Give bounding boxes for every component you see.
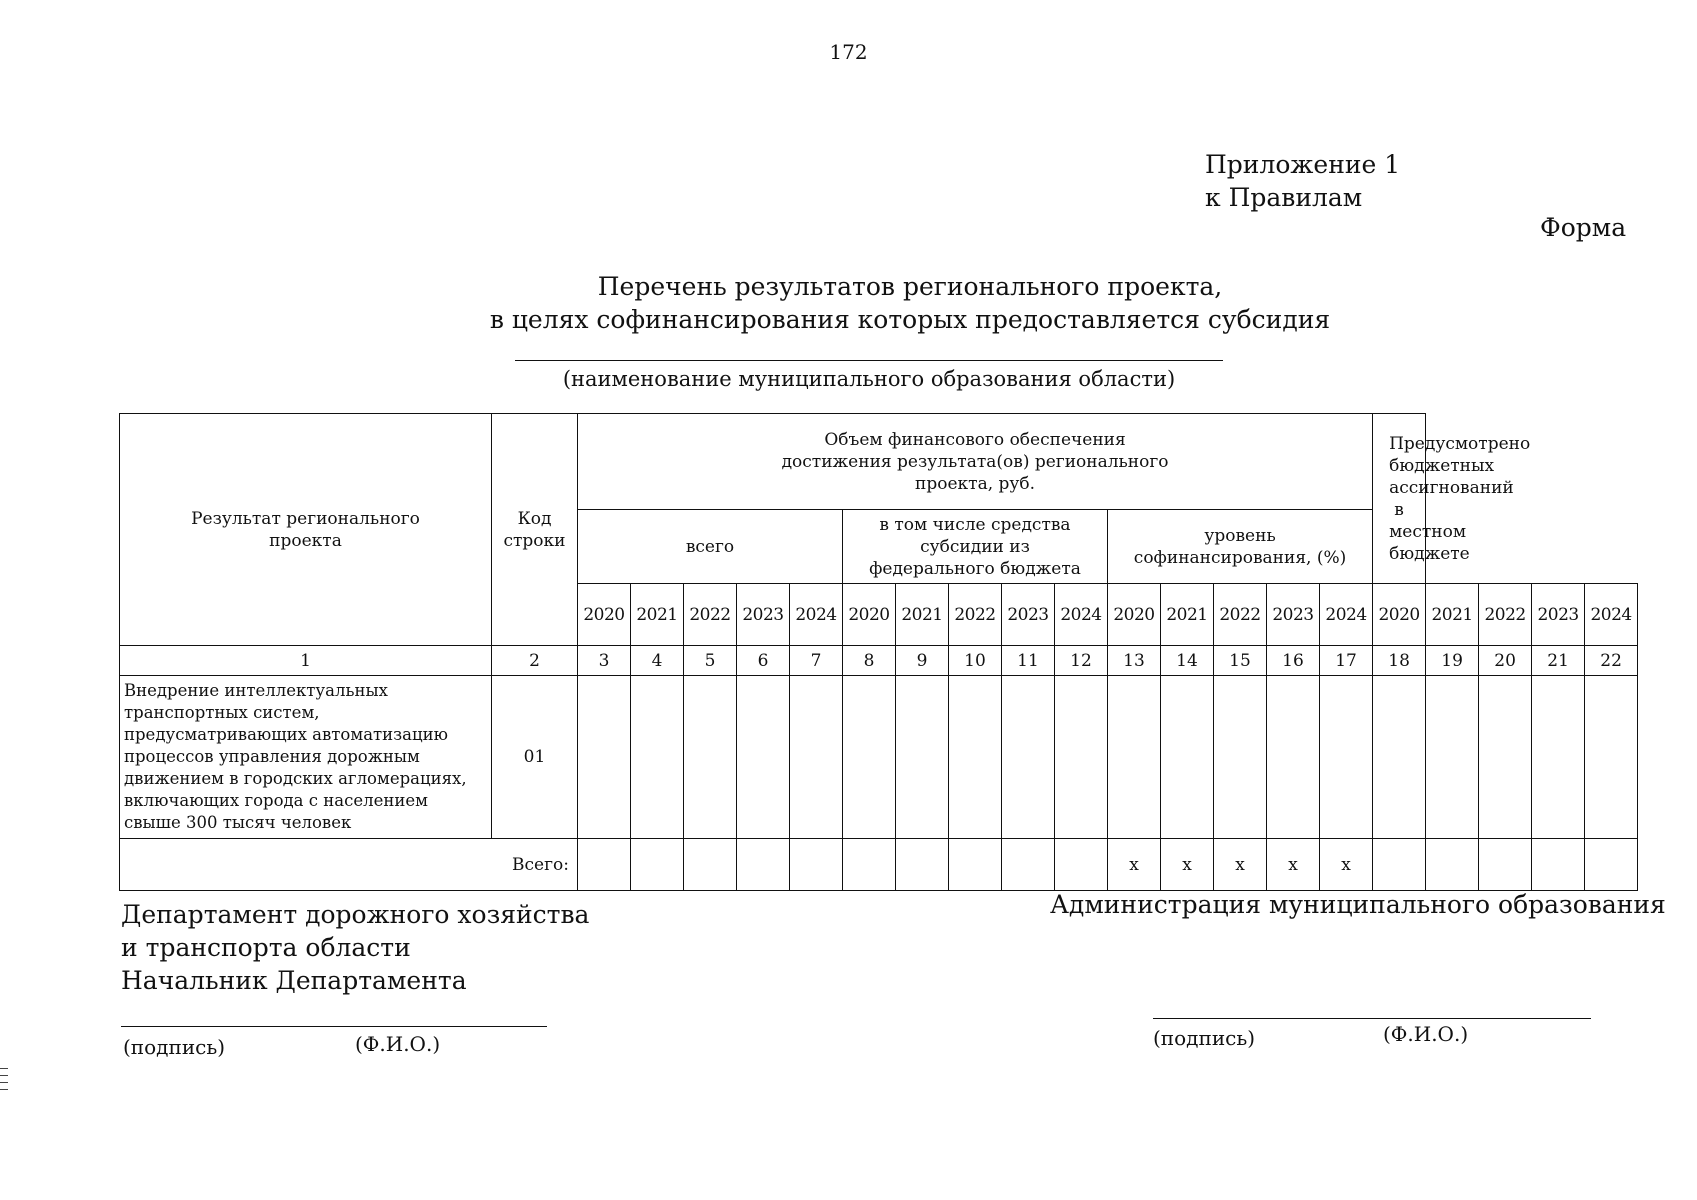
column-number: 3 (578, 646, 631, 676)
data-cell[interactable] (790, 839, 843, 891)
year-cell: 2024 (790, 584, 843, 646)
data-cell[interactable] (737, 676, 790, 839)
department-head: Начальник Департамента (121, 966, 467, 995)
year-cell: 2021 (631, 584, 684, 646)
column-number: 15 (1214, 646, 1267, 676)
x-mark: x (1161, 839, 1214, 891)
year-cell: 2021 (896, 584, 949, 646)
column-number: 21 (1532, 646, 1585, 676)
data-cell[interactable] (949, 676, 1002, 839)
year-cell: 2021 (1161, 584, 1214, 646)
column-number: 18 (1373, 646, 1426, 676)
column-number: 14 (1161, 646, 1214, 676)
data-cell[interactable] (1214, 676, 1267, 839)
right-sign-caption: (подпись) (1153, 1026, 1256, 1050)
data-cell[interactable] (843, 839, 896, 891)
year-cell: 2023 (1002, 584, 1055, 646)
data-cell[interactable] (1426, 839, 1479, 891)
left-signature-line (121, 1026, 547, 1027)
header-cofinancing-level: уровень софинансирования, (%) (1108, 510, 1373, 584)
data-cell[interactable] (1267, 676, 1320, 839)
data-cell[interactable] (896, 676, 949, 839)
column-number: 1 (120, 646, 492, 676)
year-cell: 2020 (843, 584, 896, 646)
appendix-line-2: к Правилам (1205, 183, 1363, 212)
data-cell[interactable] (578, 676, 631, 839)
year-cell: 2022 (1214, 584, 1267, 646)
column-number: 11 (1002, 646, 1055, 676)
page-number: 172 (829, 40, 868, 64)
department-line-1: Департамент дорожного хозяйства (121, 900, 590, 929)
data-cell[interactable] (684, 839, 737, 891)
data-cell[interactable] (631, 676, 684, 839)
document-title (380, 270, 1440, 336)
column-number: 19 (1426, 646, 1479, 676)
x-mark: x (1108, 839, 1161, 891)
data-cell[interactable] (1479, 676, 1532, 839)
title-line-2: в целях софинансирования которых предоставляется субсидия (489, 305, 1331, 334)
year-cell: 2022 (684, 584, 737, 646)
data-cell[interactable] (1532, 676, 1585, 839)
year-cell: 2024 (1585, 584, 1638, 646)
total-row (120, 839, 1638, 891)
year-cell: 2022 (1479, 584, 1532, 646)
margin-mark (0, 1068, 8, 1092)
year-cell: 2020 (1108, 584, 1161, 646)
right-name-caption: (Ф.И.О.) (1383, 1022, 1469, 1046)
year-cell: 2021 (1426, 584, 1479, 646)
column-numbers-row (120, 646, 1638, 676)
x-mark: x (1320, 839, 1373, 891)
year-cell: 2024 (1320, 584, 1373, 646)
data-cell[interactable] (843, 676, 896, 839)
data-cell[interactable] (1055, 676, 1108, 839)
column-number: 10 (949, 646, 1002, 676)
x-mark: x (1214, 839, 1267, 891)
header-total: всего (578, 510, 843, 584)
header-financing-group: Объем финансового обеспечения достижения результата(ов) регионального проекта, руб. (578, 414, 1373, 510)
header-code: Код строки (492, 414, 578, 646)
municipal-administration: Администрация муниципального образования (1050, 890, 1666, 919)
data-cell[interactable] (790, 676, 843, 839)
data-cell[interactable] (1002, 839, 1055, 891)
data-cell[interactable] (1373, 839, 1426, 891)
x-mark: x (1267, 839, 1320, 891)
appendix-line-1: Приложение 1 (1205, 150, 1401, 179)
year-cell: 2020 (578, 584, 631, 646)
result-description: Внедрение интеллектуальных транспортных систем, предусматривающих автоматизацию процессов управления дорожным движением в городских агломерациях, включающих города с населением свыше 300 тысяч человек (120, 676, 492, 839)
column-number: 7 (790, 646, 843, 676)
data-cell[interactable] (896, 839, 949, 891)
year-cell: 2022 (949, 584, 1002, 646)
column-number: 8 (843, 646, 896, 676)
header-federal-subsidy: в том числе средства субсидии из федерального бюджета (843, 510, 1108, 584)
column-number: 4 (631, 646, 684, 676)
year-cell: 2024 (1055, 584, 1108, 646)
year-cell: 2023 (737, 584, 790, 646)
column-number: 9 (896, 646, 949, 676)
form-label: Форма (1540, 213, 1627, 242)
column-number: 17 (1320, 646, 1373, 676)
column-number: 20 (1479, 646, 1532, 676)
department-line-2: и транспорта области (121, 933, 411, 962)
column-number: 6 (737, 646, 790, 676)
data-cell[interactable] (1055, 839, 1108, 891)
municipality-caption: (наименование муниципального образования области) (562, 367, 1176, 391)
data-cell[interactable] (684, 676, 737, 839)
data-cell[interactable] (1161, 676, 1214, 839)
data-cell[interactable] (949, 839, 1002, 891)
header-result: Результат регионального проекта (120, 414, 492, 646)
column-number: 12 (1055, 646, 1108, 676)
year-cell: 2023 (1532, 584, 1585, 646)
total-label: Всего: (120, 839, 578, 891)
data-cell[interactable] (737, 839, 790, 891)
municipality-fill-line (515, 360, 1223, 361)
data-cell[interactable] (1373, 676, 1426, 839)
column-number: 16 (1267, 646, 1320, 676)
column-number: 2 (492, 646, 578, 676)
left-signature-block (121, 898, 589, 997)
left-name-caption: (Ф.И.О.) (355, 1032, 441, 1056)
left-sign-caption: (подпись) (123, 1035, 226, 1059)
data-cell[interactable] (1479, 839, 1532, 891)
data-cell[interactable] (1585, 839, 1638, 891)
column-number: 22 (1585, 646, 1638, 676)
data-cell[interactable] (1002, 676, 1055, 839)
column-number: 13 (1108, 646, 1161, 676)
title-line-1: Перечень результатов регионального проекта, (597, 272, 1223, 301)
data-cell[interactable] (1532, 839, 1585, 891)
right-signature-line (1153, 1018, 1591, 1019)
data-cell[interactable] (1108, 676, 1161, 839)
year-cell: 2020 (1373, 584, 1426, 646)
header-local-budget: Предусмотрено бюджетных ассигнований в местном бюджете (1373, 414, 1426, 584)
data-cell[interactable] (631, 839, 684, 891)
year-cell: 2023 (1267, 584, 1320, 646)
data-cell[interactable] (1426, 676, 1479, 839)
column-number: 5 (684, 646, 737, 676)
table-row (120, 676, 1638, 839)
results-table (119, 413, 1638, 891)
data-cell[interactable] (1585, 676, 1638, 839)
row-code: 01 (492, 676, 578, 839)
appendix-reference (1205, 148, 1400, 214)
data-cell[interactable] (1320, 676, 1373, 839)
data-cell[interactable] (578, 839, 631, 891)
